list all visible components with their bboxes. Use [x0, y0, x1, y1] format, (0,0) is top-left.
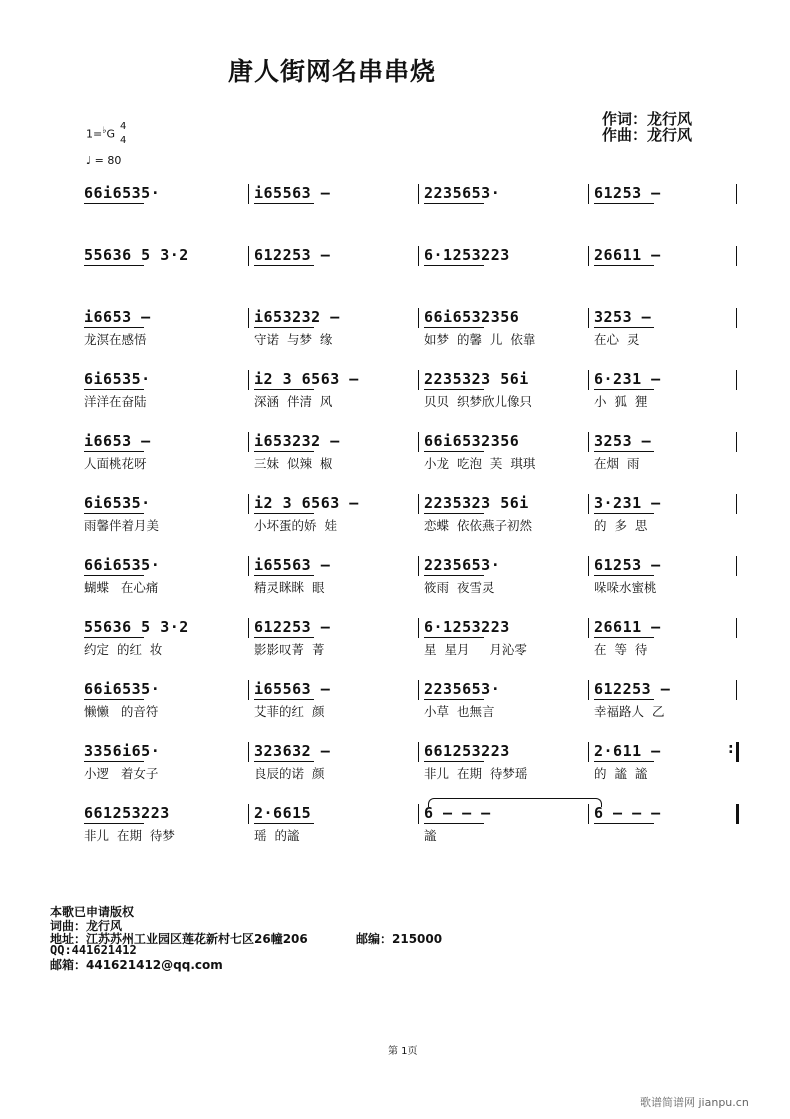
- barline: [588, 432, 589, 452]
- measure-lyric: 瑶 的謐: [254, 828, 300, 843]
- beam-line: [254, 265, 314, 266]
- measure-notes: 61253 –: [594, 184, 661, 202]
- measure-notes: 2·6615: [254, 804, 312, 822]
- measure-lyric: 小逻 着女子: [84, 766, 159, 781]
- beam-line: [254, 575, 314, 576]
- meter-top: 4: [120, 121, 127, 132]
- measure-notes: 3·231 –: [594, 494, 661, 512]
- measure-notes: 66i6532356: [424, 432, 520, 450]
- measure-lyric: 筱雨 夜雪灵: [424, 580, 495, 595]
- barline: [588, 370, 589, 390]
- measure-lyric: 的 多 思: [594, 518, 648, 533]
- measure-lyric: 在 等 待: [594, 642, 648, 657]
- footer-postcode: 邮编：215000: [356, 932, 443, 946]
- barline: [248, 494, 249, 514]
- measure-notes: 3253 –: [594, 308, 652, 326]
- barline: [418, 742, 419, 762]
- beam-line: [254, 761, 314, 762]
- measure-lyric: 在烟 雨: [594, 456, 640, 471]
- measure-notes: i65563 –: [254, 184, 331, 202]
- measure-notes: 3253 –: [594, 432, 652, 450]
- measure-lyric: 小 狐 狸: [594, 394, 648, 409]
- beam-line: [254, 699, 314, 700]
- beam-line: [594, 513, 654, 514]
- measure-notes: 323632 –: [254, 742, 331, 760]
- measure-lyric: 星 星月 月沁零: [424, 642, 527, 657]
- measure-lyric: 在心 灵: [594, 332, 640, 347]
- tempo-mark: ♩ = 80: [86, 154, 122, 167]
- barline: [588, 184, 589, 204]
- measure-notes: 26611 –: [594, 618, 661, 636]
- beam-line: [84, 327, 144, 328]
- measure-notes: 66i6532356: [424, 308, 520, 326]
- measure-lyric: 蝴蝶 在心痛: [84, 580, 159, 595]
- measure-lyric: 人面桃花呀: [84, 456, 147, 471]
- measure-notes: 2235653·: [424, 556, 501, 574]
- beam-line: [254, 327, 314, 328]
- measure-lyric: 懒懒 的音符: [84, 704, 159, 719]
- barline: [588, 246, 589, 266]
- barline: [588, 556, 589, 576]
- beam-line: [594, 203, 654, 204]
- measure-notes: 6·231 –: [594, 370, 661, 388]
- composer-credit: 作曲：龙行风: [602, 126, 693, 144]
- beam-line: [424, 203, 484, 204]
- beam-line: [594, 327, 654, 328]
- barline: [588, 680, 589, 700]
- barline: [736, 494, 737, 514]
- measure-notes: 612253 –: [594, 680, 671, 698]
- barline: [418, 556, 419, 576]
- beam-line: [424, 823, 484, 824]
- measure-lyric: 三妹 似辣 椒: [254, 456, 333, 471]
- measure-notes: 66i6535·: [84, 680, 161, 698]
- beam-line: [84, 761, 144, 762]
- beam-line: [424, 451, 484, 452]
- measure-notes: i65563 –: [254, 556, 331, 574]
- barline: [248, 680, 249, 700]
- measure-lyric: 非儿 在期 待梦: [84, 828, 175, 843]
- barline: [248, 618, 249, 638]
- barline: [736, 556, 737, 576]
- beam-line: [424, 761, 484, 762]
- measure-notes: 2235653·: [424, 680, 501, 698]
- measure-notes: 6i6535·: [84, 494, 151, 512]
- measure-notes: 55636 5 3·2: [84, 618, 189, 636]
- measure-lyric: 的 謐 謐: [594, 766, 648, 781]
- barline: [736, 370, 737, 390]
- measure-notes: 6i6535·: [84, 370, 151, 388]
- measure-lyric: 謐: [424, 828, 437, 843]
- measure-lyric: 艾菲的红 颜: [254, 704, 325, 719]
- measure-notes: i6653 –: [84, 308, 151, 326]
- barline: [418, 370, 419, 390]
- measure-notes: i2 3 6563 –: [254, 494, 359, 512]
- watermark: 歌谱简谱网 jianpu.cn: [640, 1096, 749, 1109]
- measure-notes: i65563 –: [254, 680, 331, 698]
- barline: [418, 246, 419, 266]
- measure-lyric: 约定 的红 妆: [84, 642, 163, 657]
- beam-line: [84, 203, 144, 204]
- measure-lyric: 幸福路人 乙: [594, 704, 665, 719]
- beam-line: [84, 265, 144, 266]
- barline: [736, 680, 737, 700]
- key-prefix: 1=: [86, 127, 103, 141]
- measure-lyric: 龙溟在感悟: [84, 332, 147, 347]
- beam-line: [254, 389, 314, 390]
- time-signature: [120, 120, 126, 148]
- barline: [248, 308, 249, 328]
- measure-notes: 6·1253223: [424, 618, 510, 636]
- measure-notes: 661253223: [424, 742, 510, 760]
- beam-line: [424, 637, 484, 638]
- barline: [736, 308, 737, 328]
- beam-line: [254, 203, 314, 204]
- barline: [588, 804, 589, 824]
- page-number: 第 1页: [388, 1046, 418, 1057]
- beam-line: [424, 513, 484, 514]
- measure-lyric: 守诺 与梦 缘: [254, 332, 333, 347]
- measure-lyric: 小龙 吃泡 芙 琪琪: [424, 456, 536, 471]
- barline: [736, 618, 737, 638]
- beam-line: [84, 513, 144, 514]
- beam-line: [594, 389, 654, 390]
- barline: [248, 742, 249, 762]
- barline: [736, 246, 737, 266]
- measure-notes: 612253 –: [254, 618, 331, 636]
- measure-notes: 6 – – –: [424, 804, 491, 822]
- beam-line: [254, 637, 314, 638]
- barline: [588, 494, 589, 514]
- beam-line: [84, 575, 144, 576]
- barline: [588, 308, 589, 328]
- measure-notes: 3356i65·: [84, 742, 161, 760]
- measure-notes: 26611 –: [594, 246, 661, 264]
- tie-arc: [428, 798, 602, 807]
- barline: [418, 432, 419, 452]
- beam-line: [424, 327, 484, 328]
- barline: [418, 184, 419, 204]
- measure-lyric: 哚哚水蜜桃: [594, 580, 657, 595]
- measure-lyric: 小坏蛋的娇 娃: [254, 518, 337, 533]
- barline: [418, 618, 419, 638]
- barline: [248, 556, 249, 576]
- meter-bottom: 4: [120, 135, 127, 146]
- beam-line: [594, 637, 654, 638]
- footer-address: 地址：江苏苏州工业园区莲花新村七区26幢206: [50, 932, 308, 946]
- barline: [736, 432, 737, 452]
- beam-line: [594, 575, 654, 576]
- footer-rights: 本歌已申请版权: [50, 905, 135, 919]
- footer-author: 词曲：龙行风: [50, 919, 123, 933]
- key-signature: [86, 126, 115, 141]
- flat-sign: ♭: [102, 126, 107, 136]
- barline: [736, 184, 737, 204]
- measure-notes: i653232 –: [254, 432, 340, 450]
- measure-lyric: 贝贝 织梦欣儿像只: [424, 394, 532, 409]
- measure-notes: 2·611 –: [594, 742, 661, 760]
- beam-line: [84, 389, 144, 390]
- barline: [588, 742, 589, 762]
- beam-line: [594, 761, 654, 762]
- footer-email: 邮箱：441621412@qq.com: [50, 958, 223, 972]
- beam-line: [254, 451, 314, 452]
- measure-notes: 66i6535·: [84, 556, 161, 574]
- footer-qq: QQ:441621412: [50, 943, 137, 957]
- barline: [248, 184, 249, 204]
- measure-lyric: 良辰的诺 颜: [254, 766, 325, 781]
- measure-lyric: 非儿 在期 待梦瑶: [424, 766, 528, 781]
- beam-line: [84, 451, 144, 452]
- measure-notes: i6653 –: [84, 432, 151, 450]
- measure-notes: 55636 5 3·2: [84, 246, 189, 264]
- measure-lyric: 如梦 的馨 儿 依靠: [424, 332, 536, 347]
- measure-notes: i653232 –: [254, 308, 340, 326]
- measure-notes: 2235323 56i: [424, 370, 529, 388]
- barline: [248, 370, 249, 390]
- measure-notes: 66i6535·: [84, 184, 161, 202]
- measure-notes: 61253 –: [594, 556, 661, 574]
- barline: [248, 432, 249, 452]
- beam-line: [594, 699, 654, 700]
- beam-line: [424, 575, 484, 576]
- measure-notes: 2235323 56i: [424, 494, 529, 512]
- beam-line: [594, 265, 654, 266]
- beam-line: [424, 699, 484, 700]
- barline: [418, 680, 419, 700]
- beam-line: [254, 513, 314, 514]
- barline: [248, 246, 249, 266]
- beam-line: [424, 265, 484, 266]
- measure-notes: 2235653·: [424, 184, 501, 202]
- measure-lyric: 影影叹菁 菁: [254, 642, 325, 657]
- lyricist-credit: 作词：龙行风: [602, 110, 693, 128]
- measure-notes: 6 – – –: [594, 804, 661, 822]
- barline: [418, 494, 419, 514]
- measure-lyric: 深涵 伴清 风: [254, 394, 333, 409]
- barline: [248, 804, 249, 824]
- barline: [588, 618, 589, 638]
- measure-lyric: 小草 也無言: [424, 704, 495, 719]
- barline: [736, 804, 739, 824]
- beam-line: [254, 823, 314, 824]
- beam-line: [84, 699, 144, 700]
- measure-lyric: 精灵眯眯 眼: [254, 580, 325, 595]
- measure-lyric: 恋蝶 依依燕子初然: [424, 518, 532, 533]
- measure-notes: 612253 –: [254, 246, 331, 264]
- measure-lyric: 雨馨伴着月美: [84, 518, 160, 533]
- beam-line: [594, 823, 654, 824]
- beam-line: [84, 637, 144, 638]
- measure-notes: 6·1253223: [424, 246, 510, 264]
- key-note: G: [106, 127, 115, 141]
- measure-lyric: 洋洋在奋陆: [84, 394, 147, 409]
- measure-notes: i2 3 6563 –: [254, 370, 359, 388]
- page-title: 唐人街网名串串烧: [228, 57, 437, 86]
- barline: [418, 308, 419, 328]
- beam-line: [84, 823, 144, 824]
- repeat-dots: :: [728, 741, 734, 757]
- barline: [736, 742, 739, 762]
- beam-line: [424, 389, 484, 390]
- barline: [418, 804, 419, 824]
- beam-line: [594, 451, 654, 452]
- measure-notes: 661253223: [84, 804, 170, 822]
